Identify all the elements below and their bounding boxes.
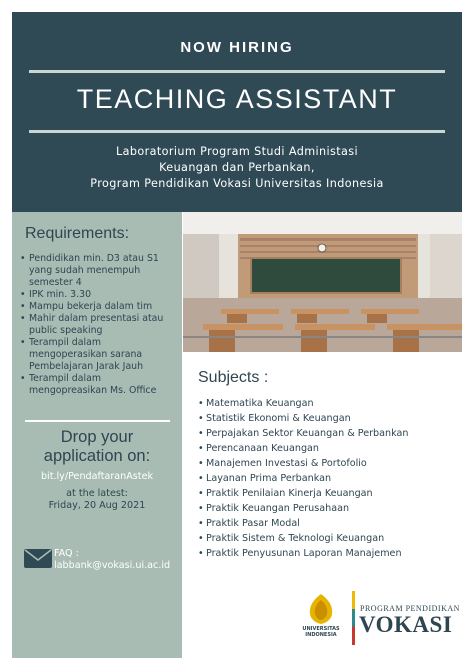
lab-line-3: Program Pendidikan Vokasi Universitas Indonesia — [90, 177, 384, 190]
header-divider-top — [29, 70, 445, 73]
subjects-title: Subjects : — [198, 369, 269, 386]
position-title: TEACHING ASSISTANT — [76, 84, 398, 114]
requirement-item: • Terampil dalam mengoperasikan sarana Pembelajaran Jarak Jauh — [20, 337, 180, 373]
requirements-list — [20, 253, 180, 397]
requirement-item: • Mampu bekerja dalam tim — [20, 301, 180, 313]
subject-item: • Praktik Pasar Modal — [198, 516, 460, 531]
subject-item: • Perpajakan Sektor Keuangan & Perbankan — [198, 426, 460, 441]
header-divider-bottom — [29, 130, 445, 133]
requirement-item: • Terampil dalam mengopreasikan Ms. Office — [20, 373, 180, 397]
faq-email-link[interactable]: labbank@vokasi.ui.ac.id — [54, 560, 171, 571]
poster — [12, 12, 462, 658]
now-hiring-label: NOW HIRING — [180, 39, 294, 56]
requirements-panel — [12, 212, 182, 658]
ui-name-line-1: UNIVERSITAS — [302, 626, 340, 632]
subject-item: • Praktik Sistem & Teknologi Keuangan — [198, 531, 460, 546]
universitas-indonesia-text — [296, 626, 346, 638]
vokasi-wordmark: VOKASI — [359, 612, 453, 637]
classroom-photo — [183, 212, 462, 352]
apply-title — [12, 428, 182, 466]
requirement-item: • Pendidikan min. D3 atau S1 yang sudah menempuh semester 4 — [20, 253, 180, 289]
deadline — [12, 488, 182, 512]
apply-title-line-2: application on: — [43, 447, 151, 465]
lab-line-1: Laboratorium Program Studi Administasi — [115, 145, 359, 158]
apply-title-line-1: Drop your — [60, 428, 134, 446]
mail-icon — [24, 549, 52, 568]
deadline-label: at the latest: — [66, 488, 128, 499]
panel-divider — [25, 420, 170, 422]
requirement-item: • Mahir dalam presentasi atau public speaking — [20, 313, 180, 337]
requirement-item: • IPK min. 3.30 — [20, 289, 180, 301]
universitas-indonesia-logo — [301, 592, 341, 648]
vokasi-program-label: PROGRAM PENDIDIKAN — [360, 604, 460, 613]
subjects-list — [198, 396, 460, 561]
subject-item: • Perencanaan Keuangan — [198, 441, 460, 456]
lab-description — [12, 144, 462, 192]
header-banner — [12, 12, 462, 212]
subject-item: • Praktik Keuangan Perusahaan — [198, 501, 460, 516]
subject-item: • Praktik Penyusunan Laporan Manajemen — [198, 546, 460, 561]
subject-item: • Statistik Ekonomi & Keuangan — [198, 411, 460, 426]
requirements-title: Requirements: — [25, 225, 130, 242]
faq-label: FAQ : — [54, 548, 79, 559]
deadline-date: Friday, 20 Aug 2021 — [48, 500, 146, 511]
vokasi-logo-bar — [352, 591, 355, 645]
subject-item: • Manajemen Investasi & Portofolio — [198, 456, 460, 471]
subject-item: • Matematika Keuangan — [198, 396, 460, 411]
subject-item: • Praktik Penilaian Kinerja Keuangan — [198, 486, 460, 501]
application-link[interactable]: bit.ly/PendaftaranAstek — [40, 471, 154, 482]
subject-item: • Layanan Prima Perbankan — [198, 471, 460, 486]
lab-line-2: Keuangan dan Perbankan, — [159, 161, 315, 174]
ui-name-line-2: INDONESIA — [305, 632, 337, 638]
